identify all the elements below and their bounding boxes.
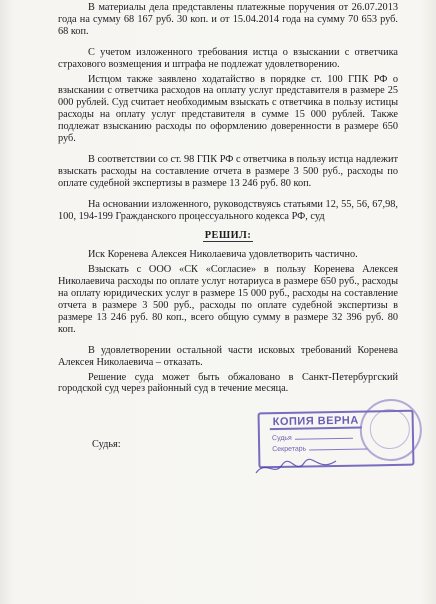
paragraph-payment-orders: В материалы дела представлены платежные поручения от 26.07.2013 года на сумму 68 167 руб. 30 коп. и от 15.04.2014 года на сумму 70 653 руб. 68 коп. [58,2,398,37]
stamp-judge-line: Судья [272,434,353,442]
paragraph-remainder-denied: В удовлетворении остальной части исковых требований Коренева Алексея Николаевича – отказать. [58,344,398,368]
paragraph-claim-granted: Иск Кореневa Алексея Николаевича удовлетворить частично. [88,249,358,261]
paragraph-recovery: Взыскать с ООО «СК «Согласие» в пользу Коренева Алексея Николаевича расходы по оплате услуг нотариуса в размере 650 руб., расходы на оплату юридических услуг в размере 15 000 руб., расходы на составление отчета в размере 3 500 руб., расходы по оплате судебной экспертизы в размере 13 246 руб. 80 коп., всего общую сумму в размере 32 396 руб. 80 коп. [58,264,398,335]
paragraph-appeal: Решение суда может быть обжаловано в Санкт-Петербургский городской суд через районный суд в течение месяца. [58,371,398,395]
stamp-secretary-line: Секретарь [272,444,367,453]
paragraph-insurance-claims: С учетом изложенного требования истца о взыскании с ответчика страхового возмещения и штрафа не подлежат удовлетворению. [58,46,398,70]
document-body [58,2,398,398]
judge-label: Судья: [92,439,121,450]
decision-heading: РЕШИЛ: [204,229,252,241]
signature-mark [252,455,342,481]
seal-mark [359,399,422,462]
paragraph-representative-costs: Истцом также заявлено ходатайство в порядке ст. 100 ГПК РФ о взыскании с ответчика расходов на оплату услуг представителя в размере 25 000 рублей. Суд считает необходимым взыскать с ответчика в пользу истицы расходы на оплату услуг представителя в сумме 15 000 рублей. Также подлежат взысканию расходы по оформлению доверенности в размере 650 руб. [58,73,398,145]
stamp-title: КОПИЯ ВЕРНА [270,415,362,431]
paragraph-legal-basis: На основании изложенного, руководствуясь статьями 12, 55, 56, 67,98, 100, 194-199 Гражданского процессуального кодекса РФ, суд [58,198,398,222]
paragraph-article-98: В соответствии со ст. 98 ГПК РФ с ответчика в пользу истца надлежит взыскать расходы на составление отчета в размере 3 500 руб., расходы по оплате судебной экспертизы в размере 13 246 руб. 80 коп. [58,153,398,189]
